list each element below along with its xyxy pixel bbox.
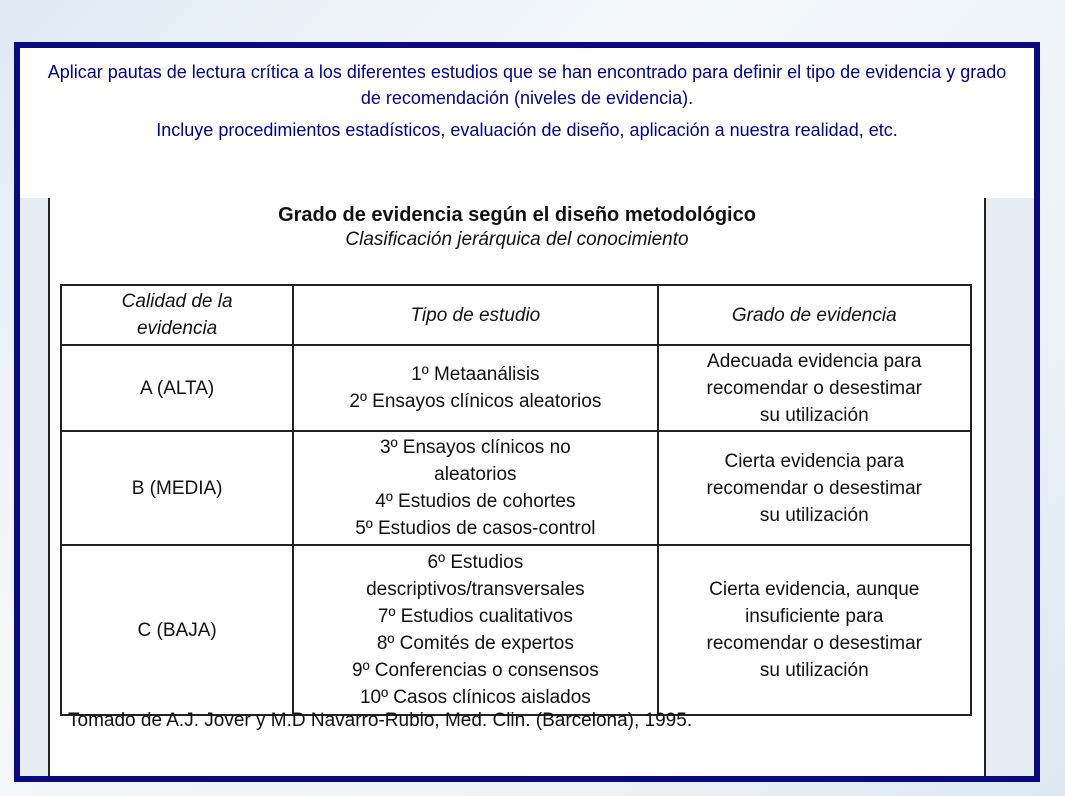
table-row	[61, 431, 971, 545]
intro-paragraph-2: Incluye procedimientos estadísticos, evaluación de diseño, aplicación a nuestra realidad, etc.	[156, 120, 898, 140]
figure-title: Grado de evidencia según el diseño metodológico	[278, 204, 756, 226]
evidence-grade-cell: Cierta evidencia para recomendar o desestimar su utilización	[658, 431, 971, 545]
left-margin-strip	[20, 198, 48, 776]
intro-text	[20, 48, 1034, 198]
intro-paragraph-1: Aplicar pautas de lectura crítica a los diferentes estudios que se han encontrado para definir el tipo de evidencia y grado de recomendación (niveles de evidencia).	[47, 62, 1007, 108]
header-study-type: Tipo de estudio	[293, 285, 657, 345]
table-header-row	[61, 285, 971, 345]
table-row	[61, 345, 971, 431]
evidence-grade-cell: Cierta evidencia, aunque insuficiente para recomendar o desestimar su utilización	[658, 545, 971, 715]
right-margin-strip	[986, 198, 1034, 776]
quality-cell: B (MEDIA)	[61, 431, 293, 545]
header-evidence-grade: Grado de evidencia	[658, 285, 971, 345]
study-type-cell: 1º Metaanálisis 2º Ensayos clínicos aleatorios	[293, 345, 657, 431]
quality-cell: A (ALTA)	[61, 345, 293, 431]
evidence-table	[60, 284, 972, 716]
evidence-figure	[48, 198, 986, 776]
figure-subtitle: Clasificación jerárquica del conocimiento	[345, 229, 689, 250]
slide-frame	[14, 42, 1040, 782]
source-citation: Tomado de A.J. Jover y M.D Navarro-Rubio, Med. Clin. (Barcelona), 1995.	[68, 710, 693, 731]
study-type-cell: 6º Estudios descriptivos/transversales 7º Estudios cualitativos 8º Comités de expertos 9º Conferencias o consensos 10º Casos clínicos aislados	[293, 545, 657, 715]
table-row	[61, 545, 971, 715]
header-quality: Calidad de la evidencia	[61, 285, 293, 345]
study-type-cell: 3º Ensayos clínicos no aleatorios 4º Estudios de cohortes 5º Estudios de casos-control	[293, 431, 657, 545]
quality-cell: C (BAJA)	[61, 545, 293, 715]
evidence-grade-cell: Adecuada evidencia para recomendar o desestimar su utilización	[658, 345, 971, 431]
